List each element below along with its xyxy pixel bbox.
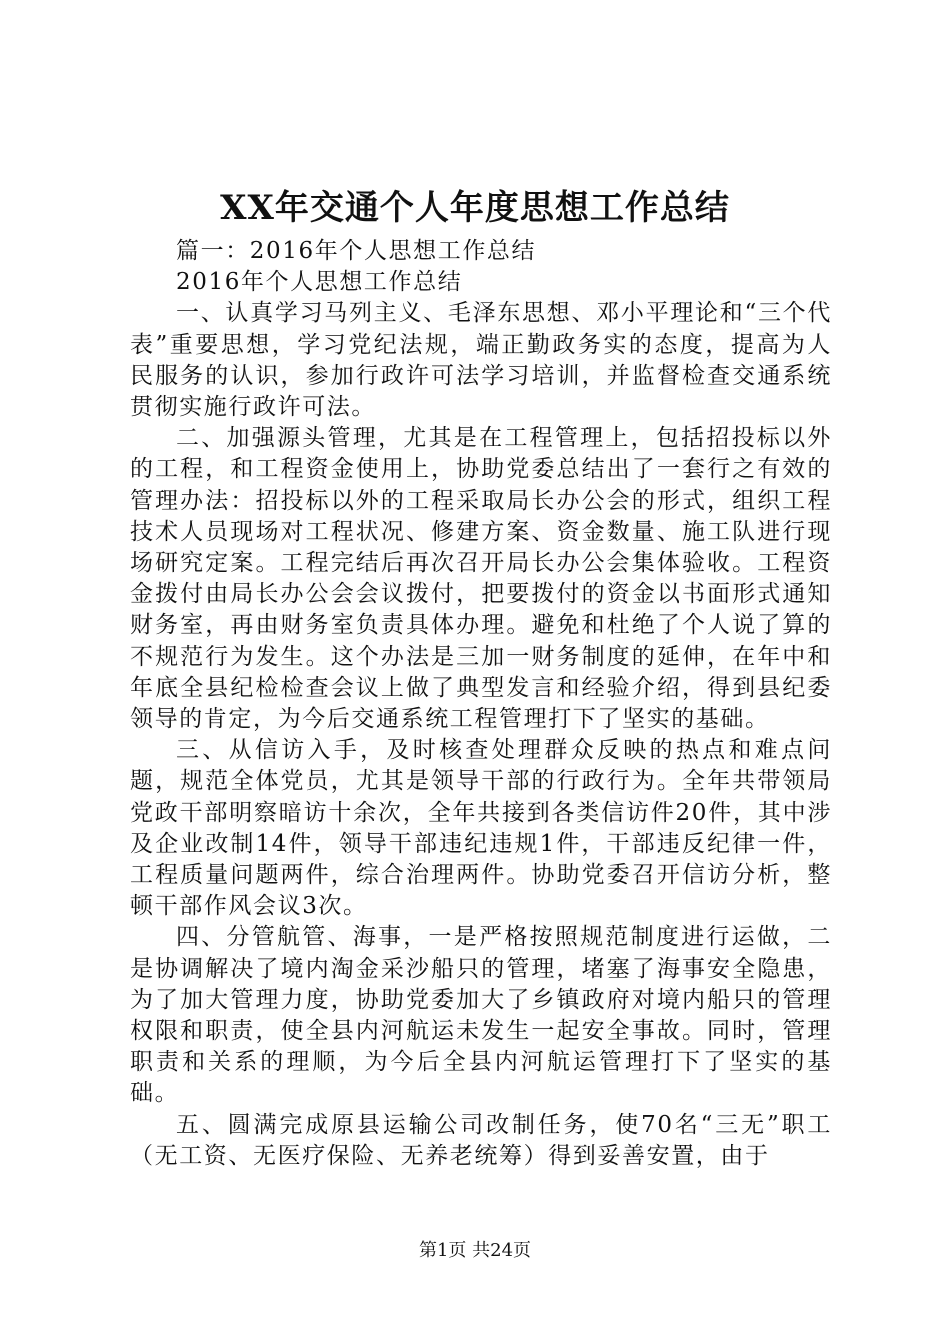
paragraph-1: 一、认真学习马列主义、毛泽东思想、邓小平理论和“三个代表”重要思想，学习党纪法规，端正勤政务实的态度，提高为人民服务的认识，参加行政许可法学习培训，并监督检查交通系统贯彻实施行政许可法。 [130,300,832,421]
section-heading: 篇一：2016年个人思想工作总结 [176,238,537,264]
paragraph-4: 四、分管航管、海事，一是严格按照规范制度进行运做，二是协调解决了境内淘金采沙船只的管理，堵塞了海事安全隐患，为了加大管理力度，协助党委加大了乡镇政府对境内船只的管理权限和职责，使全县内河航运未发生一起安全事故。同时，管理职责和关系的理顺，为今后全县内河航运管理打下了坚实的基础。 [130,924,832,1107]
page-number-footer: 第1页 共24页 [418,1240,532,1261]
document-title: XX年交通个人年度思想工作总结 [220,188,730,228]
paragraph-3: 三、从信访入手，及时核查处理群众反映的热点和难点问题，规范全体党员，尤其是领导干部的行政行为。全年共带领局党政干部明察暗访十余次，全年共接到各类信访件20件，其中涉及企业改制14件，领导干部违纪违规1件，干部违反纪律一件，工程质量问题两件，综合治理两件。协助党委召开信访分析，整顿干部作风会议3次。 [130,737,832,920]
section-subheading: 2016年个人思想工作总结 [176,269,463,296]
document-body [130,236,832,1172]
paragraph-5: 五、圆满完成原县运输公司改制任务，使70名“三无”职工（无工资、无医疗保险、无养老统筹）得到妥善安置，由于 [130,1111,832,1169]
paragraph-2: 二、加强源头管理，尤其是在工程管理上，包括招投标以外的工程，和工程资金使用上，协助党委总结出了一套行之有效的管理办法：招投标以外的工程采取局长办公会的形式，组织工程技术人员现场对工程状况、修建方案、资金数量、施工队进行现场研究定案。工程完结后再次召开局长办公会集体验收。工程资金拨付由局长办公会会议拨付，把要拨付的资金以书面形式通知财务室，再由财务室负责具体办理。避免和杜绝了个人说了算的不规范行为发生。这个办法是三加一财务制度的延伸，在年中和年底全县纪检检查会议上做了典型发言和经验介绍，得到县纪委领导的肯定，为今后交通系统工程管理打下了坚实的基础。 [130,425,832,733]
